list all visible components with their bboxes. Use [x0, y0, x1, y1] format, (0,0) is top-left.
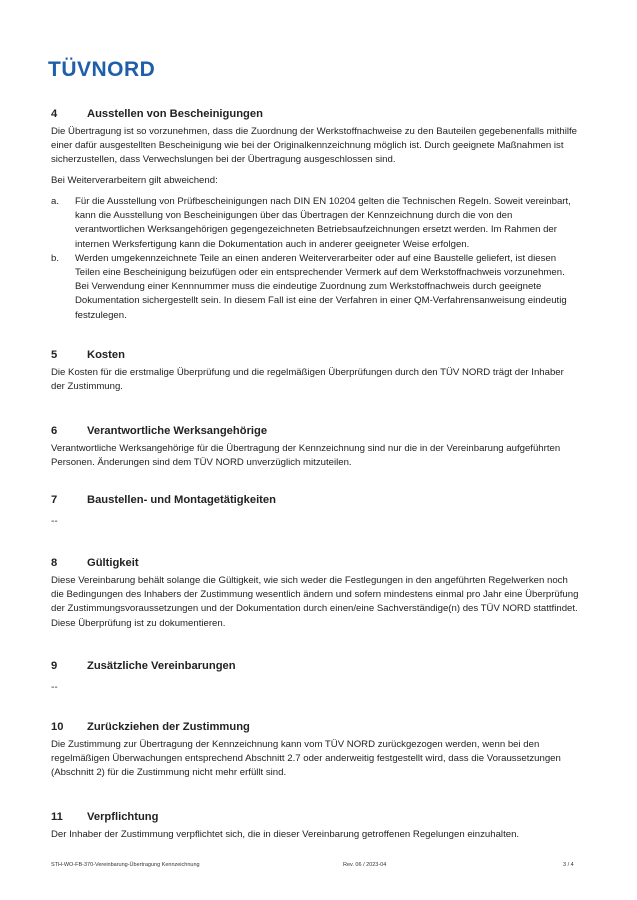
section-9-placeholder: --: [51, 682, 58, 693]
section-4-paragraph-2: Bei Weiterverarbeitern gilt abweichend:: [51, 175, 218, 186]
list-item-text: Werden umgekennzeichnete Teile an einen anderen Weiterverarbeiter oder auf eine Baustelle geliefert, ist diesen Teilen eine Bescheinigung beizufügen oder ein entsprechender Vermerk auf dem Werkstoffnachweis vorzunehmen. Bei Verwendung einer Kennnummer muss die eindeutige Zuordnung zum Werkstoffnachweis durch geeignete Dokumentation sichergestellt sein. In diesem Fall ist eine der Verfahren in einer QM-Verfahrensanweisung eindeutig festzulegen.: [75, 252, 567, 321]
footer-document-id: STH-WO-FB-370-Vereinbarung-Übertragung Kennzeichnung: [51, 862, 200, 868]
section-number: 9: [51, 660, 58, 672]
section-title: Baustellen- und Montagetätigkeiten: [87, 494, 276, 506]
section-11-paragraph: Der Inhaber der Zustimmung verpflichtet sich, die in dieser Vereinbarung getroffenen Regelungen einzuhalten.: [51, 829, 520, 840]
section-10-paragraph: Die Zustimmung zur Übertragung der Kennzeichnung kann vom TÜV NORD zurückgezogen werden, wenn bei den regelmäßigen Überwachungen entsprechend Abschnitt 2.7 oder anderweitig festgestellt wird, dass die Voraussetzungen (Abschnitt 2) für die Zustimmung nicht mehr erfüllt sind.: [51, 739, 561, 779]
section-title: Zurückziehen der Zustimmung: [87, 721, 250, 733]
section-number: 7: [51, 494, 58, 506]
section-4-paragraph-1: Die Übertragung ist so vorzunehmen, dass die Zuordnung der Werkstoffnachweise zu den Bauteilen gegebenenfalls mithilfe einer dafür ausgestellten Bescheinigung wie bei der Originalkennzeichnung möglich ist. Durch geeignete Maßnahmen ist sicherzustellen, dass Verwechslungen bei der Übertragung ausgeschlossen sind.: [51, 126, 578, 166]
section-title: Zusätzliche Vereinbarungen: [87, 660, 236, 672]
section-9-heading: [51, 660, 236, 672]
section-number: 8: [51, 557, 58, 569]
section-number: 6: [51, 425, 58, 437]
list-marker: a.: [51, 196, 60, 207]
section-11-heading: [51, 811, 158, 823]
section-6-heading: [51, 425, 267, 437]
section-8-heading: [51, 557, 139, 569]
section-title: Gültigkeit: [87, 557, 139, 569]
list-item-text: Für die Ausstellung von Prüfbescheinigungen nach DIN EN 10204 gelten die Technischen Regeln. Soweit vereinbart, kann die Ausstellung von Bescheinigungen über das Übertragen der Kennzeichnung durch die von den verantwortlichen Werksangehörigen gegengezeichneten Betriebsaufzeichnungen ersetzt werden. Im Rahmen der internen Werksfertigung kann die Dokumentation auch in anderer geeigneter Weise erfolgen.: [75, 196, 571, 250]
section-5-paragraph: Die Kosten für die erstmalige Überprüfung und die regelmäßigen Überprüfungen durch den TÜV NORD trägt der Inhaber der Zustimmung.: [51, 367, 564, 393]
footer-revision: Rev. 06 / 2023-04: [343, 862, 387, 868]
section-title: Kosten: [87, 349, 125, 361]
section-8-paragraph: Diese Vereinbarung behält solange die Gültigkeit, wie sich weder die Festlegungen in den angeführten Regelwerken noch die Bedingungen des Inhabers der Zustimmung wesentlich ändern und sofern mindestens einmal pro Jahr eine Überprüfung der Zustimmungsvoraussetzungen und der Dokumentation durch einen/eine Sachverständige(n) des TÜV NORD stattfindet. Diese Überprüfung ist zu dokumentieren.: [51, 575, 579, 629]
section-title: Verpflichtung: [87, 811, 159, 823]
section-number: 5: [51, 349, 58, 361]
list-item: [51, 252, 579, 323]
section-4-list: [51, 195, 579, 323]
section-7-heading: [51, 494, 276, 506]
section-title: Verantwortliche Werksangehörige: [87, 425, 268, 437]
list-item: [51, 195, 579, 252]
section-number: 10: [51, 721, 64, 733]
footer-page-number: 3 / 4: [563, 862, 574, 868]
section-number: 4: [51, 108, 58, 120]
section-4-heading: [51, 108, 263, 120]
list-marker: b.: [51, 252, 60, 264]
section-title: Ausstellen von Bescheinigungen: [87, 108, 263, 120]
section-5-heading: [51, 349, 125, 361]
section-7-placeholder: --: [51, 516, 58, 527]
section-number: 11: [51, 811, 63, 823]
section-10-heading: [51, 721, 250, 733]
tuv-nord-logo: TÜVNORD: [48, 58, 156, 81]
section-6-paragraph: Verantwortliche Werksangehörige für die Übertragung der Kennzeichnung sind nur die in der Vereinbarung aufgeführten Personen. Änderungen sind dem TÜV NORD unverzüglich mitzuteilen.: [51, 443, 561, 469]
